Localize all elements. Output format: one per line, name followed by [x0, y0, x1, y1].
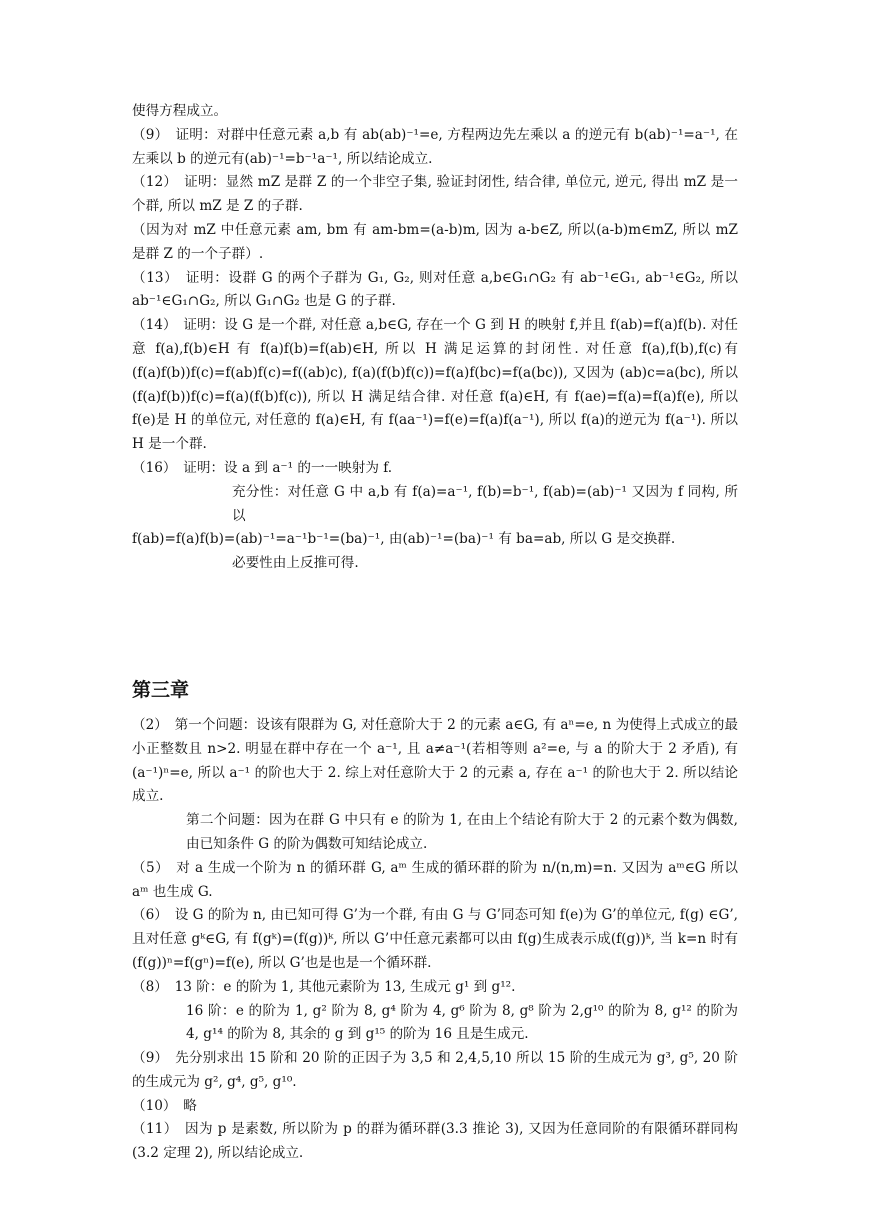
exercise-14: （14） 证明：设 G 是一个群, 对任意 a,b∈G, 存在一个 G 到 H 的映射 f,并且 f(ab)=f(a)f(b). 对任意 f(a),f(b)∈H 有 f(a)f(b)=f(ab)∈H, 所以 H 满足运算的封闭性. 对任意 f(a),f(b),f(c)有(f(a)f(b))f(c)=f(ab)f(c)=f((ab)c), f(a)(f(b)f(c))=f(a)f(bc)=f(a(bc)), 又因为 (ab)c=a(bc), 所以(f(a)f(b))f(c)=f(a)(f(b)f(c)), 所以 H 满足结合律. 对任意 f(a)∈H, 有 f(ae)=f(a)=f(a)f(e), 所以 f(e)是 H 的单位元, 对任意的 f(a)∈H, 有 f(aa⁻¹)=f(e)=f(a)f(a⁻¹), 所以 f(a)的逆元为 f(a⁻¹). 所以 H 是一个群.	[132, 317, 738, 453]
exercise-13: （13） 证明：设群 G 的两个子群为 G₁, G₂, 则对任意 a,b∈G₁∩G₂ 有 ab⁻¹∈G₁, ab⁻¹∈G₂, 所以 ab⁻¹∈G₁∩G₂, 所以 G₁∩G₂ 也是 G 的子群.	[132, 269, 738, 310]
ch3-exercise-8: （8） 13 阶：e 的阶为 1, 其他元素阶为 13, 生成元 g¹ 到 g¹².	[132, 978, 516, 995]
exercise-9: （9） 证明：对群中任意元素 a,b 有 ab(ab)⁻¹=e, 方程两边先左乘以 a 的逆元有 b(ab)⁻¹=a⁻¹, 在左乘以 b 的逆元有(ab)⁻¹=b⁻¹a⁻¹, 所以结论成立.	[132, 126, 738, 167]
ch3-exercise-6: （6） 设 G 的阶为 n, 由已知可得 G’为一个群, 有由 G 与 G’同态可知 f(e)为 G’的单位元, f(g) ∈G’, 且对任意 gᵏ∈G, 有 f(gᵏ)=(f(g))ᵏ, 所以 G’中任意元素都可以由 f(g)生成表示成(f(g))ᵏ, 当 k=n 时有(f(g))ⁿ=f(gⁿ)=f(e), 所以 G’也是也是一个循环群.	[132, 907, 738, 971]
ch3-exercise-11: （11） 因为 p 是素数, 所以阶为 p 的群为循环群(3.3 推论 3), 又因为任意同阶的有限循环群同构(3.2 定理 2), 所以结论成立.	[132, 1121, 738, 1162]
exercise-16: （16） 证明：设 a 到 a⁻¹ 的一一映射为 f.	[132, 459, 393, 476]
ch3-exercise-2: （2） 第一个问题：设该有限群为 G, 对任意阶大于 2 的元素 a∈G, 有 aⁿ=e, n 为使得上式成立的最小正整数且 n>2. 明显在群中存在一个 a⁻¹, 且 a≠a⁻¹(若相等则 a²=e, 与 a 的阶大于 2 矛盾), 有(a⁻¹)ⁿ=e, 所以 a⁻¹ 的阶也大于 2. 综上对任意阶大于 2 的元素 a, 存在 a⁻¹ 的阶也大于 2. 所以结论成立.	[132, 716, 738, 805]
ch3-exercise-10: （10） 略	[132, 1097, 197, 1114]
exercise-16-sufficiency: 充分性：对任意 G 中 a,b 有 f(a)=a⁻¹, f(b)=b⁻¹, f(ab)=(ab)⁻¹ 又因为 f 同构, 所以	[232, 483, 738, 524]
exercise-12: （12） 证明：显然 mZ 是群 Z 的一个非空子集, 验证封闭性, 结合律, 单位元, 逆元, 得出 mZ 是一个群, 所以 mZ 是 Z 的子群.	[132, 174, 738, 215]
ch3-exercise-9: （9） 先分别求出 15 阶和 20 阶的正因子为 3,5 和 2,4,5,10 所以 15 阶的生成元为 g³, g⁵, 20 阶的生成元为 g², g⁴, g⁵, g¹⁰.	[132, 1050, 738, 1090]
exercise-16-continued: f(ab)=f(a)f(b)=(ab)⁻¹=a⁻¹b⁻¹=(ba)⁻¹, 由(ab)⁻¹=(ba)⁻¹ 有 ba=ab, 所以 G 是交换群.	[132, 531, 676, 548]
text-line: 使得方程成立。	[132, 103, 228, 119]
ch3-exercise-2-second: 第二个问题：因为在群 G 中只有 e 的阶为 1, 在由上个结论有阶大于 2 的元素个数为偶数, 由已知条件 G 的阶为偶数可知结论成立.	[186, 812, 738, 852]
exercise-16-necessity: 必要性由上反推可得.	[232, 555, 359, 572]
document-page	[132, 100, 738, 1166]
exercise-12-note: （因为对 mZ 中任意元素 am, bm 有 am-bm=(a-b)m, 因为 a-b∈Z, 所以(a-b)m∈mZ, 所以 mZ 是群 Z 的一个子群）.	[132, 221, 738, 262]
ch3-exercise-5: （5） 对 a 生成一个阶为 n 的循环群 G, aᵐ 生成的循环群的阶为 n/(n,m)=n. 又因为 aᵐ∈G 所以 aᵐ 也生成 G.	[132, 859, 738, 900]
chapter-title: 第三章	[132, 678, 190, 701]
ch3-exercise-8-second: 16 阶：e 的阶为 1, g² 阶为 8, g⁴ 阶为 4, g⁶ 阶为 8, g⁸ 阶为 2,g¹⁰ 的阶为 8, g¹² 的阶为 4, g¹⁴ 的阶为 8, 其余的 g 到 g¹⁵ 的阶为 16 且是生成元.	[186, 1002, 738, 1043]
